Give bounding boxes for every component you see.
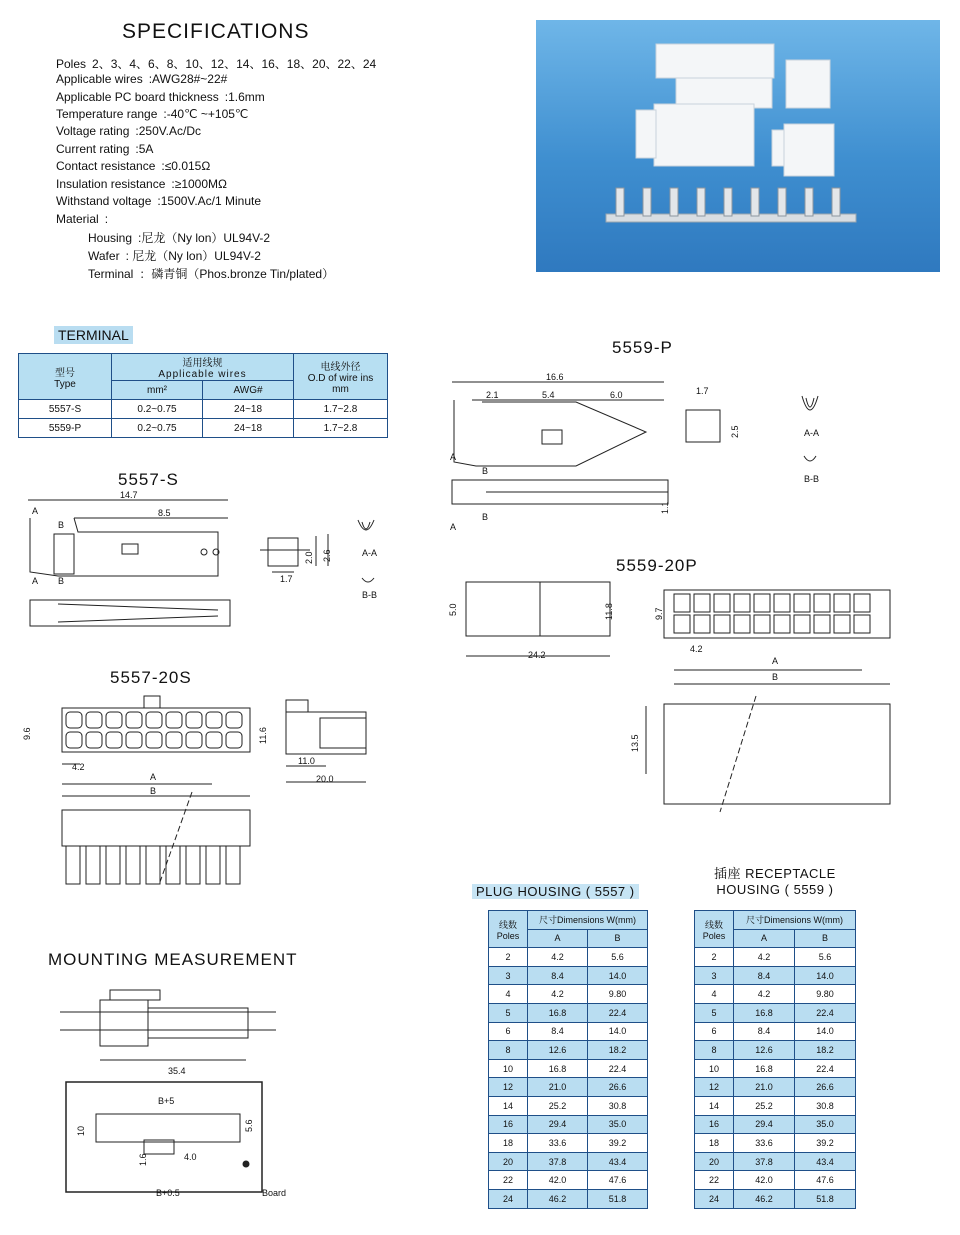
spec-label: Withstand voltage	[56, 194, 152, 208]
table-row	[489, 1189, 648, 1208]
table-cell: 10	[489, 1059, 528, 1078]
svg-text:4.0: 4.0	[184, 1152, 197, 1162]
svg-text:16.6: 16.6	[546, 372, 564, 382]
spec-label: Applicable PC board thickness	[56, 90, 219, 104]
svg-text:A-A: A-A	[362, 548, 378, 558]
product-photo	[536, 20, 940, 272]
table-cell: 22.4	[794, 1003, 855, 1022]
pin-shape	[805, 188, 813, 216]
spec-value: 2、3、4、6、8、10、12、14、16、18、20、22、24	[92, 57, 377, 71]
table-row	[695, 1022, 856, 1041]
svg-text:B: B	[58, 576, 65, 586]
cavity-shape	[186, 732, 202, 748]
svg-text:5.4: 5.4	[542, 390, 555, 400]
table-cell: 30.8	[794, 1096, 855, 1115]
material-value: :尼龙（Ny lon）UL94V-2	[138, 231, 271, 245]
cavity-shape	[86, 712, 102, 728]
table-row	[695, 985, 856, 1004]
svg-text:1.7: 1.7	[280, 574, 293, 584]
spec-value: :≥1000MΩ	[171, 177, 227, 191]
table-cell: 24	[489, 1189, 528, 1208]
table-cell: 42.0	[528, 1171, 588, 1190]
table-cell: 4.2	[734, 948, 795, 967]
cavity-shape	[674, 594, 690, 612]
svg-text:11.0: 11.0	[298, 756, 315, 766]
drawing-mounting	[56, 986, 286, 1226]
material-label: Housing	[88, 231, 133, 245]
svg-text:B+0.5: B+0.5	[156, 1188, 180, 1198]
table-row	[489, 1096, 648, 1115]
table-cell: 6	[489, 1022, 528, 1041]
table-row	[489, 1152, 648, 1171]
table-cell: 18.2	[587, 1041, 647, 1060]
svg-text:A: A	[32, 506, 39, 516]
table-cell: 9.80	[587, 985, 647, 1004]
table-cell: 16.8	[734, 1003, 795, 1022]
table-cell: 25.2	[528, 1096, 588, 1115]
svg-text:9.7: 9.7	[654, 607, 664, 620]
table-row	[695, 1189, 856, 1208]
leg-shape	[86, 846, 100, 884]
table-cell: 14	[695, 1096, 734, 1115]
table-cell: 8.4	[734, 966, 795, 985]
svg-text:B: B	[482, 466, 489, 476]
pin-shape	[778, 188, 786, 216]
table-cell: 21.0	[734, 1078, 795, 1097]
table-cell: 16.8	[734, 1059, 795, 1078]
spec-row	[56, 124, 201, 138]
cavity-shape	[794, 615, 810, 633]
svg-text:8.5: 8.5	[158, 508, 171, 518]
svg-text:A: A	[150, 772, 157, 782]
svg-text:B-B: B-B	[804, 474, 820, 484]
table-cell: 8.4	[528, 966, 588, 985]
cavity-shape	[226, 712, 242, 728]
recep-table-title: 插座 RECEPTACLE HOUSING ( 5559 )	[714, 866, 836, 897]
svg-text:B: B	[482, 512, 489, 522]
table-cell: 12	[489, 1078, 528, 1097]
table-cell: 4	[695, 985, 734, 1004]
table-row	[695, 948, 856, 967]
svg-text:11.6: 11.6	[258, 727, 268, 744]
svg-text:4.2: 4.2	[72, 762, 85, 772]
table-cell: 5	[489, 1003, 528, 1022]
cavity-shape	[754, 615, 770, 633]
pin-shape	[697, 188, 705, 216]
spec-label: Current rating	[56, 142, 130, 156]
pin-shape	[832, 188, 840, 216]
spec-value: :1500V.Ac/1 Minute	[157, 194, 262, 208]
table-cell: 47.6	[794, 1171, 855, 1190]
pin-shape	[616, 188, 624, 216]
label-5559-20p: 5559-20P	[616, 556, 698, 575]
table-cell: 21.0	[528, 1078, 588, 1097]
table-cell: 8.4	[528, 1022, 588, 1041]
table-cell: 9.80	[794, 985, 855, 1004]
spec-label: Material	[56, 212, 99, 226]
cavity-shape	[126, 732, 142, 748]
table-cell: 42.0	[734, 1171, 795, 1190]
cavity-shape	[206, 712, 222, 728]
cavity-shape	[126, 712, 142, 728]
svg-text:B+5: B+5	[158, 1096, 175, 1106]
spec-row	[56, 159, 210, 173]
table-cell: 4	[489, 985, 528, 1004]
spec-label: Poles	[56, 57, 87, 71]
material-label: Wafer	[88, 249, 120, 263]
table-cell: 2	[489, 948, 528, 967]
table-cell: 39.2	[794, 1134, 855, 1153]
drawing-5559-p	[446, 370, 846, 540]
table-cell: 3	[489, 966, 528, 985]
table-cell: 22.4	[587, 1003, 647, 1022]
svg-text:2.1: 2.1	[486, 390, 499, 400]
pin-shape	[670, 188, 678, 216]
table-cell: 35.0	[794, 1115, 855, 1134]
pin-shape	[751, 188, 759, 216]
cavity-shape	[694, 594, 710, 612]
leg-shape	[146, 846, 160, 884]
table-cell: 22	[695, 1171, 734, 1190]
table-cell: 37.8	[734, 1152, 795, 1171]
spec-label: Insulation resistance	[56, 177, 166, 191]
svg-text:14.7: 14.7	[120, 490, 138, 500]
table-row	[695, 1078, 856, 1097]
cavity-shape	[86, 732, 102, 748]
table-cell: 26.6	[587, 1078, 647, 1097]
svg-text:35.4: 35.4	[168, 1066, 186, 1076]
svg-text:B: B	[150, 786, 157, 796]
mount-title: MOUNTING MEASUREMENT	[48, 950, 298, 969]
table-cell: 3	[695, 966, 734, 985]
table-cell: 8	[489, 1041, 528, 1060]
svg-text:9.6: 9.6	[22, 727, 32, 740]
cavity-shape	[166, 732, 182, 748]
spec-value: :	[104, 212, 109, 226]
table-cell: 25.2	[734, 1096, 795, 1115]
cavity-shape	[146, 712, 162, 728]
spec-row	[56, 177, 227, 191]
table-cell: 5.6	[794, 948, 855, 967]
pin-shape	[724, 188, 732, 216]
table-cell: 14.0	[794, 1022, 855, 1041]
spec-row	[56, 107, 248, 121]
spec-row	[56, 72, 227, 86]
table-cell: 16	[695, 1115, 734, 1134]
svg-text:1.7: 1.7	[696, 386, 709, 396]
table-row	[489, 1041, 648, 1060]
svg-text:2.0: 2.0	[304, 551, 314, 564]
leg-shape	[106, 846, 120, 884]
leg-shape	[186, 846, 200, 884]
material-row	[88, 229, 270, 246]
receptacle-housing-table: 线数 Poles 尺寸Dimensions W(mm) A B 2 4.2 5.6 3 8.4 14.0 4 4.2 9.80 5 16.8 22.4 6 8.4 14.0 8 12.6 18.2 10 16.8 22.4 12 21.0 26.6 14 25.2 30.8 16 29.4 35.0 18 33.6 39.2 20 37.8 43.4 22 42.0 47.6 24 46.2 51.8	[694, 910, 856, 1209]
spec-value: :250V.Ac/Dc	[135, 124, 201, 138]
svg-text:A-A: A-A	[804, 428, 820, 438]
cavity-shape	[714, 615, 730, 633]
leg-shape	[126, 846, 140, 884]
table-cell: 29.4	[734, 1115, 795, 1134]
table-row	[695, 966, 856, 985]
table-cell: 37.8	[528, 1152, 588, 1171]
table-cell: 33.6	[528, 1134, 588, 1153]
spec-row	[56, 55, 376, 72]
table-cell: 33.6	[734, 1134, 795, 1153]
table-row	[695, 1059, 856, 1078]
specs-title: SPECIFICATIONS	[122, 20, 310, 43]
material-value: ：磷青铜（Phos.bronze Tin/plated）	[139, 267, 335, 281]
table-cell: 51.8	[587, 1189, 647, 1208]
spec-value: :-40℃ ~+105℃	[163, 107, 249, 121]
cavity-shape	[106, 732, 122, 748]
svg-text:2.6: 2.6	[322, 549, 332, 562]
plug-table-title: PLUG HOUSING ( 5557 )	[472, 884, 639, 899]
cavity-shape	[66, 732, 82, 748]
table-row	[695, 1152, 856, 1171]
table-cell: 47.6	[587, 1171, 647, 1190]
drawing-5557-20s	[20, 692, 380, 902]
table-cell: 18	[695, 1134, 734, 1153]
table-cell: 20	[695, 1152, 734, 1171]
cavity-shape	[854, 594, 870, 612]
th-awg: AWG#	[203, 381, 294, 400]
table-cell: 30.8	[587, 1096, 647, 1115]
cavity-shape	[674, 615, 690, 633]
table-cell: 14.0	[587, 1022, 647, 1041]
drawing-5559-20p	[440, 576, 900, 816]
table-cell: 24	[695, 1189, 734, 1208]
table-cell: 39.2	[587, 1134, 647, 1153]
svg-text:5.0: 5.0	[448, 603, 458, 616]
cavity-shape	[814, 615, 830, 633]
leg-shape	[226, 846, 240, 884]
svg-text:A: A	[450, 452, 457, 462]
material-label: Terminal	[88, 267, 134, 281]
table-cell: 6	[695, 1022, 734, 1041]
spec-value: :1.6mm	[224, 90, 265, 104]
table-cell: 16.8	[528, 1003, 588, 1022]
cavity-shape	[734, 594, 750, 612]
spec-row	[56, 212, 108, 226]
cavity-shape	[834, 594, 850, 612]
cavity-shape	[106, 712, 122, 728]
svg-text:B-B: B-B	[362, 590, 378, 600]
spec-row	[56, 90, 265, 104]
table-cell: 5	[695, 1003, 734, 1022]
cavity-shape	[66, 712, 82, 728]
svg-text:6.0: 6.0	[610, 390, 623, 400]
table-cell: 22.4	[587, 1059, 647, 1078]
svg-text:A: A	[450, 522, 457, 532]
spec-value: :5A	[135, 142, 154, 156]
th-wires: 适用线规 Applicable wires	[112, 354, 294, 381]
table-cell: 14.0	[794, 966, 855, 985]
spec-value: :≤0.015Ω	[161, 159, 211, 173]
table-row	[489, 966, 648, 985]
cavity-shape	[206, 732, 222, 748]
svg-text:20.0: 20.0	[316, 774, 334, 784]
label-5557-20s: 5557-20S	[110, 668, 192, 687]
spec-row	[56, 194, 261, 208]
table-cell: 20	[489, 1152, 528, 1171]
table-cell: 8.4	[734, 1022, 795, 1041]
svg-text:13.5: 13.5	[630, 734, 640, 752]
svg-text:Board: Board	[262, 1188, 287, 1198]
cavity-shape	[166, 712, 182, 728]
table-row	[489, 1115, 648, 1134]
terminal-tag: TERMINAL	[54, 326, 133, 344]
terminal-table	[18, 353, 388, 438]
cavity-shape	[814, 594, 830, 612]
table-cell: 26.6	[794, 1078, 855, 1097]
table-cell: 22	[489, 1171, 528, 1190]
spec-label: Contact resistance	[56, 159, 156, 173]
svg-text:5.6: 5.6	[244, 1119, 254, 1132]
table-row	[489, 1059, 648, 1078]
spec-label: Voltage rating	[56, 124, 130, 138]
table-cell: 46.2	[734, 1189, 795, 1208]
table-row	[695, 1134, 856, 1153]
cavity-shape	[714, 594, 730, 612]
table-cell: 43.4	[794, 1152, 855, 1171]
table-row: 5557-S 0.2~0.75 24~18 1.7~2.8	[19, 400, 388, 419]
spec-row	[56, 142, 153, 156]
spec-label: Temperature range	[56, 107, 158, 121]
cavity-shape	[186, 712, 202, 728]
table-cell: 22.4	[794, 1059, 855, 1078]
table-row	[695, 1171, 856, 1190]
svg-text:1.6: 1.6	[138, 1153, 148, 1166]
cavity-shape	[854, 615, 870, 633]
cavity-shape	[694, 615, 710, 633]
table-cell: 16	[489, 1115, 528, 1134]
label-5559-p: 5559-P	[612, 338, 673, 357]
table-cell: 35.0	[587, 1115, 647, 1134]
cavity-shape	[754, 594, 770, 612]
connector-illustration	[536, 20, 940, 272]
cavity-shape	[794, 594, 810, 612]
table-row	[695, 1096, 856, 1115]
svg-text:B: B	[58, 520, 65, 530]
table-cell: 14	[489, 1096, 528, 1115]
leg-shape	[66, 846, 80, 884]
table-cell: 12.6	[528, 1041, 588, 1060]
table-cell: 43.4	[587, 1152, 647, 1171]
table-row	[489, 1171, 648, 1190]
svg-text:11.8: 11.8	[604, 603, 614, 620]
cavity-shape	[734, 615, 750, 633]
th-od: 电线外径 O.D of wire ins mm	[294, 354, 388, 400]
table-row	[489, 1134, 648, 1153]
spec-label: Applicable wires	[56, 72, 143, 86]
table-cell: 8	[695, 1041, 734, 1060]
table-cell: 4.2	[734, 985, 795, 1004]
table-row	[489, 1078, 648, 1097]
table-cell: 14.0	[587, 966, 647, 985]
table-cell: 4.2	[528, 985, 588, 1004]
svg-text:2.5: 2.5	[730, 425, 740, 438]
table-cell: 51.8	[794, 1189, 855, 1208]
table-row	[489, 1003, 648, 1022]
table-row	[489, 948, 648, 967]
drawing-5557-s	[18, 492, 398, 642]
svg-text:B: B	[772, 672, 779, 682]
leg-shape	[206, 846, 220, 884]
th-type: 型号 Type	[19, 354, 112, 400]
table-cell: 10	[695, 1059, 734, 1078]
table-cell: 16.8	[528, 1059, 588, 1078]
table-row	[489, 1022, 648, 1041]
table-row	[695, 1003, 856, 1022]
table-cell: 5.6	[587, 948, 647, 967]
cavity-shape	[834, 615, 850, 633]
svg-text:24.2: 24.2	[528, 650, 546, 660]
table-cell: 12.6	[734, 1041, 795, 1060]
svg-text:A: A	[32, 576, 39, 586]
spec-value: :AWG28#~22#	[148, 72, 228, 86]
table-cell: 4.2	[528, 948, 588, 967]
svg-text:10: 10	[76, 1125, 86, 1136]
label-5557-s: 5557-S	[118, 470, 179, 489]
table-cell: 46.2	[528, 1189, 588, 1208]
table-cell: 18.2	[794, 1041, 855, 1060]
svg-text:1.1: 1.1	[660, 501, 670, 514]
table-cell: 18	[489, 1134, 528, 1153]
svg-text:A: A	[772, 656, 779, 666]
table-row: 5559-P 0.2~0.75 24~18 1.7~2.8	[19, 419, 388, 438]
table-cell: 2	[695, 948, 734, 967]
material-row	[88, 265, 334, 282]
cavity-shape	[226, 732, 242, 748]
cavity-shape	[774, 615, 790, 633]
cavity-shape	[774, 594, 790, 612]
table-row	[489, 985, 648, 1004]
pin-shape	[643, 188, 651, 216]
material-row	[88, 247, 261, 264]
table-row	[695, 1115, 856, 1134]
table-row	[695, 1041, 856, 1060]
table-cell: 29.4	[528, 1115, 588, 1134]
material-value: : 尼龙（Ny lon）UL94V-2	[125, 249, 261, 263]
table-cell: 12	[695, 1078, 734, 1097]
cavity-shape	[146, 732, 162, 748]
svg-text:4.2: 4.2	[690, 644, 703, 654]
plug-housing-table: 线数 Poles 尺寸Dimensions W(mm) A B 2 4.2 5.6 3 8.4 14.0 4 4.2 9.80 5 16.8 22.4 6 8.4 14.0 8 12.6 18.2 10 16.8 22.4 12 21.0 26.6 14 25.2 30.8 16 29.4 35.0 18 33.6 39.2 20 37.8 43.4 22 42.0 47.6 24 46.2 51.8	[488, 910, 648, 1209]
th-mm2: mm²	[112, 381, 203, 400]
leg-shape	[166, 846, 180, 884]
